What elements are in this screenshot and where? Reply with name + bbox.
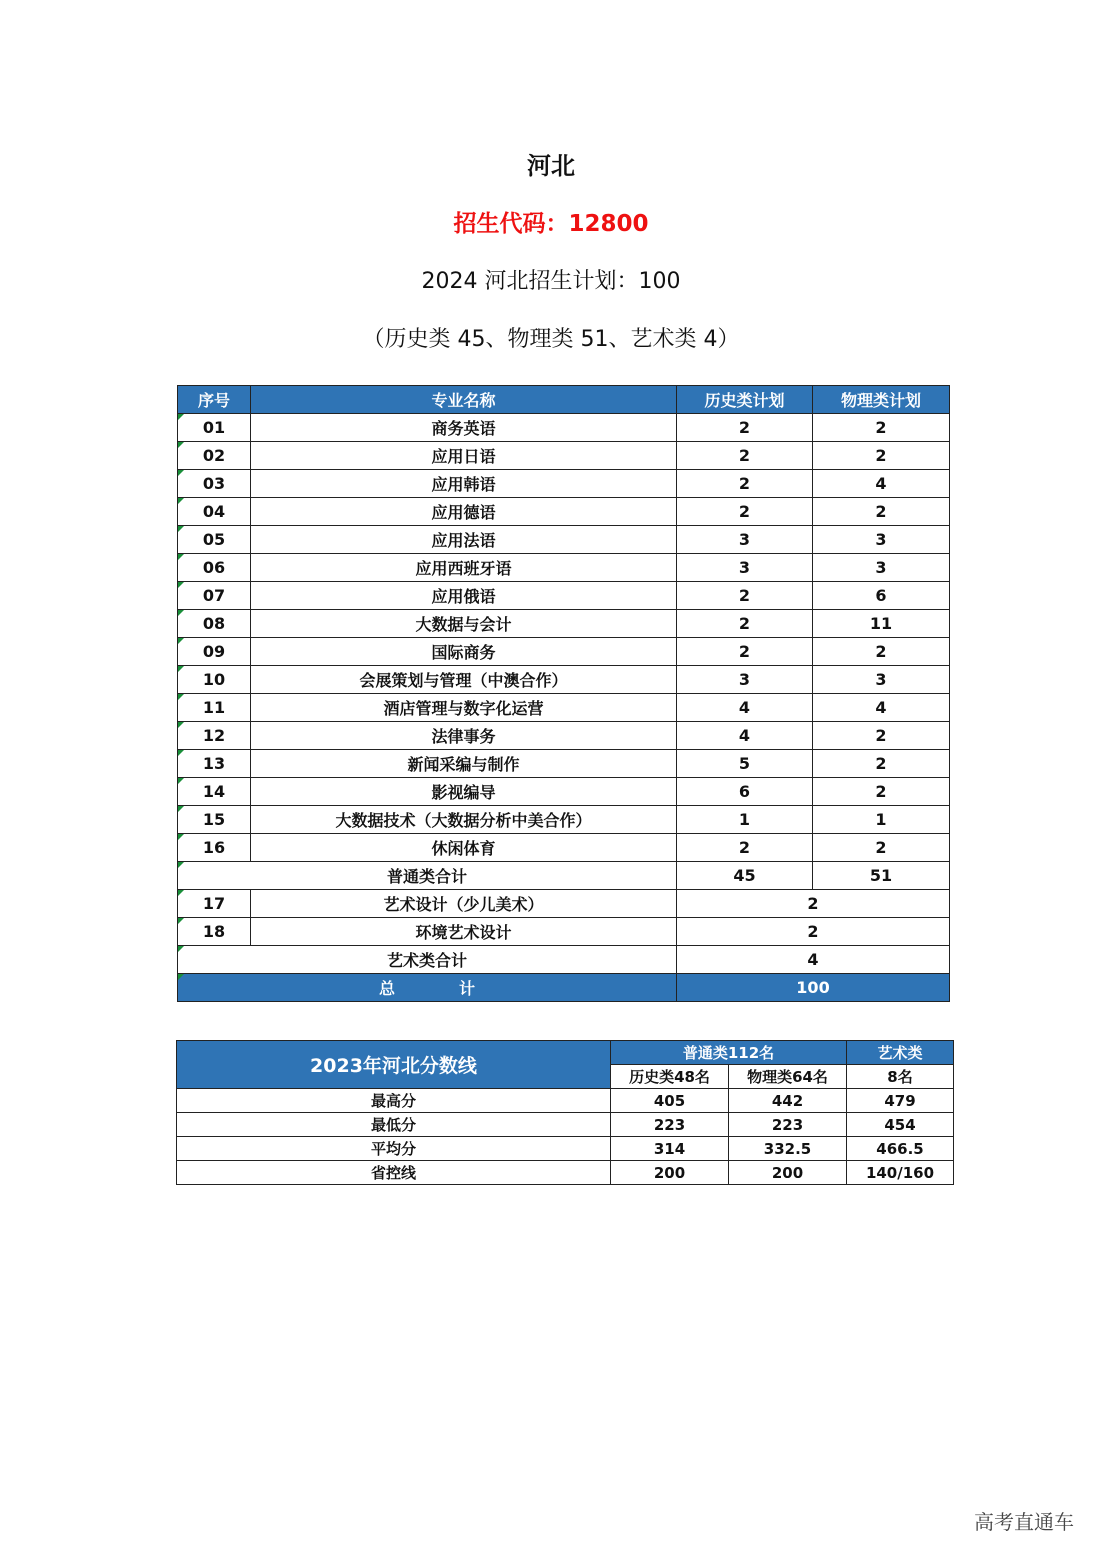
history-plan: 2 <box>677 442 813 470</box>
art-score: 140/160 <box>847 1161 954 1185</box>
major-name: 大数据与会计 <box>251 610 677 638</box>
row-number: 07 <box>178 582 251 610</box>
physics-plan: 3 <box>813 526 950 554</box>
major-name: 应用法语 <box>251 526 677 554</box>
table-row <box>178 498 950 526</box>
major-name: 应用韩语 <box>251 470 677 498</box>
major-name: 会展策划与管理（中澳合作） <box>251 666 677 694</box>
row-number: 11 <box>178 694 251 722</box>
row-number: 12 <box>178 722 251 750</box>
serial-header: 序号 <box>178 386 251 414</box>
history-plan: 3 <box>677 554 813 582</box>
physics-plan-header: 物理类计划 <box>813 386 950 414</box>
enrollment-plan-breakdown: （历史类 45、物理类 51、艺术类 4） <box>362 327 740 352</box>
row-number: 10 <box>178 666 251 694</box>
physics-plan: 6 <box>813 582 950 610</box>
major-name: 艺术设计（少儿美术） <box>251 890 677 918</box>
history-plan: 2 <box>677 498 813 526</box>
watermark: 高考直通车 <box>974 1510 1074 1534</box>
art-score: 479 <box>847 1089 954 1113</box>
table-row <box>178 582 950 610</box>
history-plan: 2 <box>677 834 813 862</box>
physics-plan: 4 <box>813 694 950 722</box>
major-name: 酒店管理与数字化运营 <box>251 694 677 722</box>
score-table-title: 2023年河北分数线 <box>177 1041 611 1089</box>
history-subheader: 历史类48名 <box>611 1065 729 1089</box>
table-row <box>178 778 950 806</box>
physics-plan: 3 <box>813 666 950 694</box>
art-score: 466.5 <box>847 1137 954 1161</box>
score-label: 平均分 <box>177 1137 611 1161</box>
table-row <box>178 554 950 582</box>
physics-plan: 2 <box>813 722 950 750</box>
history-score: 405 <box>611 1089 729 1113</box>
art-total-row <box>178 946 950 974</box>
score-label: 省控线 <box>177 1161 611 1185</box>
physics-subheader: 物理类64名 <box>729 1065 847 1089</box>
major-name: 新闻采编与制作 <box>251 750 677 778</box>
physics-score: 442 <box>729 1089 847 1113</box>
history-score: 200 <box>611 1161 729 1185</box>
major-name: 环境艺术设计 <box>251 918 677 946</box>
history-plan: 5 <box>677 750 813 778</box>
row-number: 14 <box>178 778 251 806</box>
table-row <box>178 526 950 554</box>
table-row <box>178 918 950 946</box>
table-row <box>178 834 950 862</box>
history-plan: 2 <box>677 414 813 442</box>
major-name: 休闲体育 <box>251 834 677 862</box>
grand-total-label: 总 计 <box>178 974 677 1002</box>
score-label: 最高分 <box>177 1089 611 1113</box>
physics-plan: 2 <box>813 638 950 666</box>
score-label: 最低分 <box>177 1113 611 1137</box>
enrollment-plan-table <box>177 385 950 1002</box>
history-plan: 2 <box>677 582 813 610</box>
history-plan: 4 <box>677 694 813 722</box>
general-total-row <box>178 862 950 890</box>
grand-total-plan: 100 <box>677 974 950 1002</box>
physics-plan: 11 <box>813 610 950 638</box>
table-row <box>178 414 950 442</box>
major-name: 国际商务 <box>251 638 677 666</box>
row-number: 15 <box>178 806 251 834</box>
score-row <box>177 1089 954 1113</box>
table-row <box>178 806 950 834</box>
row-number: 02 <box>178 442 251 470</box>
history-score: 223 <box>611 1113 729 1137</box>
major-name: 应用西班牙语 <box>251 554 677 582</box>
table-row <box>178 890 950 918</box>
history-plan: 6 <box>677 778 813 806</box>
art-total-plan: 4 <box>677 946 950 974</box>
history-score: 314 <box>611 1137 729 1161</box>
physics-plan: 2 <box>813 442 950 470</box>
physics-plan: 2 <box>813 750 950 778</box>
table-row <box>178 694 950 722</box>
row-number: 05 <box>178 526 251 554</box>
major-name: 大数据技术（大数据分析中美合作） <box>251 806 677 834</box>
physics-score: 332.5 <box>729 1137 847 1161</box>
major-name: 应用德语 <box>251 498 677 526</box>
row-number: 06 <box>178 554 251 582</box>
art-plan: 2 <box>677 918 950 946</box>
art-total-label: 艺术类合计 <box>178 946 677 974</box>
physics-plan: 2 <box>813 414 950 442</box>
physics-plan: 4 <box>813 470 950 498</box>
history-plan: 2 <box>677 638 813 666</box>
table-row <box>178 666 950 694</box>
row-number: 13 <box>178 750 251 778</box>
major-name: 影视编导 <box>251 778 677 806</box>
table-row <box>178 470 950 498</box>
major-header: 专业名称 <box>251 386 677 414</box>
row-number: 03 <box>178 470 251 498</box>
physics-score: 223 <box>729 1113 847 1137</box>
row-number: 01 <box>178 414 251 442</box>
art-score: 454 <box>847 1113 954 1137</box>
history-plan: 3 <box>677 526 813 554</box>
table-row <box>178 442 950 470</box>
row-number: 17 <box>178 890 251 918</box>
general-total-history: 45 <box>677 862 813 890</box>
row-number: 09 <box>178 638 251 666</box>
general-total-label: 普通类合计 <box>178 862 677 890</box>
physics-plan: 2 <box>813 498 950 526</box>
history-plan: 3 <box>677 666 813 694</box>
row-number: 08 <box>178 610 251 638</box>
score-row <box>177 1137 954 1161</box>
score-row <box>177 1113 954 1137</box>
major-name: 应用日语 <box>251 442 677 470</box>
table-row <box>178 638 950 666</box>
score-line-table <box>176 1040 954 1185</box>
art-subheader: 8名 <box>847 1065 954 1089</box>
enrollment-code: 招生代码：12800 <box>453 211 649 237</box>
physics-plan: 1 <box>813 806 950 834</box>
general-header: 普通类112名 <box>611 1041 847 1065</box>
major-name: 应用俄语 <box>251 582 677 610</box>
physics-plan: 2 <box>813 778 950 806</box>
major-name: 法律事务 <box>251 722 677 750</box>
history-plan-header: 历史类计划 <box>677 386 813 414</box>
history-plan: 1 <box>677 806 813 834</box>
table-row <box>178 610 950 638</box>
art-plan: 2 <box>677 890 950 918</box>
art-header: 艺术类 <box>847 1041 954 1065</box>
major-name: 商务英语 <box>251 414 677 442</box>
general-total-physics: 51 <box>813 862 950 890</box>
score-row <box>177 1161 954 1185</box>
page-title: 河北 <box>527 152 575 180</box>
table-header-row <box>178 386 950 414</box>
table-row <box>178 750 950 778</box>
enrollment-plan-total: 2024 河北招生计划：100 <box>421 269 681 294</box>
physics-score: 200 <box>729 1161 847 1185</box>
table-row <box>178 722 950 750</box>
grand-total-row <box>178 974 950 1002</box>
history-plan: 4 <box>677 722 813 750</box>
row-number: 16 <box>178 834 251 862</box>
physics-plan: 2 <box>813 834 950 862</box>
row-number: 18 <box>178 918 251 946</box>
history-plan: 2 <box>677 470 813 498</box>
physics-plan: 3 <box>813 554 950 582</box>
history-plan: 2 <box>677 610 813 638</box>
row-number: 04 <box>178 498 251 526</box>
